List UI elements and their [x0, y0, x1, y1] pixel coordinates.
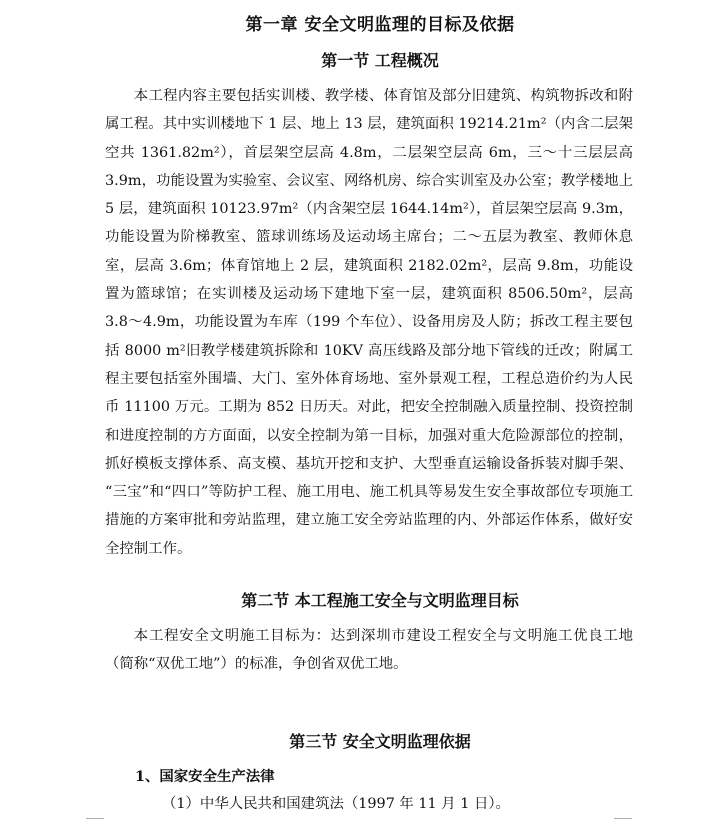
section-2-paragraph: 本工程安全文明施工目标为：达到深圳市建设工程安全与文明施工优良工地（简称“双优工地”）的标准，争创省双优工地。 — [105, 628, 633, 673]
section-1-title: 第一节 工程概况 — [321, 51, 439, 70]
law-item-1: （1）中华人民共和国建筑法（1997 年 11 月 1 日）。 — [162, 796, 510, 812]
section-3-title: 第三节 安全文明监理依据 — [289, 732, 471, 751]
law-subheading: 1、国家安全生产法律 — [135, 768, 275, 785]
section-2-title: 第二节 本工程施工安全与文明监理目标 — [241, 591, 519, 610]
chapter-title: 第一章 安全文明监理的目标及依据 — [245, 15, 515, 35]
section-1-paragraph: 本工程内容主要包括实训楼、教学楼、体育馆及部分旧建筑、构筑物拆改和附属工程。其中实训楼地下 1 层、地上 13 层，建筑面积 19214.21m²（内含二层架空共 1361.82m²），首层架空层高 4.8m，二层架空层高 6m，三～十三层层高 3.9m，功能设置为实验室、会议室、网络机房、综合实训室及办公室；教学楼地上 5 层，建筑面积 10123.97m²（内含架空层 1644.14m²），首层架空层高 9.3m，功能设置为阶梯教室、篮球训练场及运动场主席台；二～五层为教室、教师休息室，层高 3.6m；体育馆地上 2 层，建筑面积 2182.02m²，层高 9.8m，功能设置为篮球馆；在实训楼及运动场下建地下室一层，建筑面积 8506.50m²，层高 3.8～4.9m，功能设置为车库（199 个车位）、设备用房及人防；拆改工程主要包括 8000 m²旧教学楼建筑拆除和 10KV 高压线路及部分地下管线的迁改；附属工程主要包括室外围墙、大门、室外体育场地、室外景观工程，工程总造价约为人民币 11100 万元。工期为 852 日历天。对此，把安全控制融入质量控制、投资控制和进度控制的方方面面，以安全控制为第一目标，加强对重大危险源部位的控制，抓好模板支撑体系、高支模、基坑开挖和支护、大型垂直运输设备拆装对脚手架、 “三宝”和“四口”等防护工程、施工用电、施工机具等易发生安全事故部位专项施工措施的方案审批和旁站监理，建立施工安全旁站监理的内、外部运作体系，做好安全控制工作。 — [105, 88, 633, 557]
